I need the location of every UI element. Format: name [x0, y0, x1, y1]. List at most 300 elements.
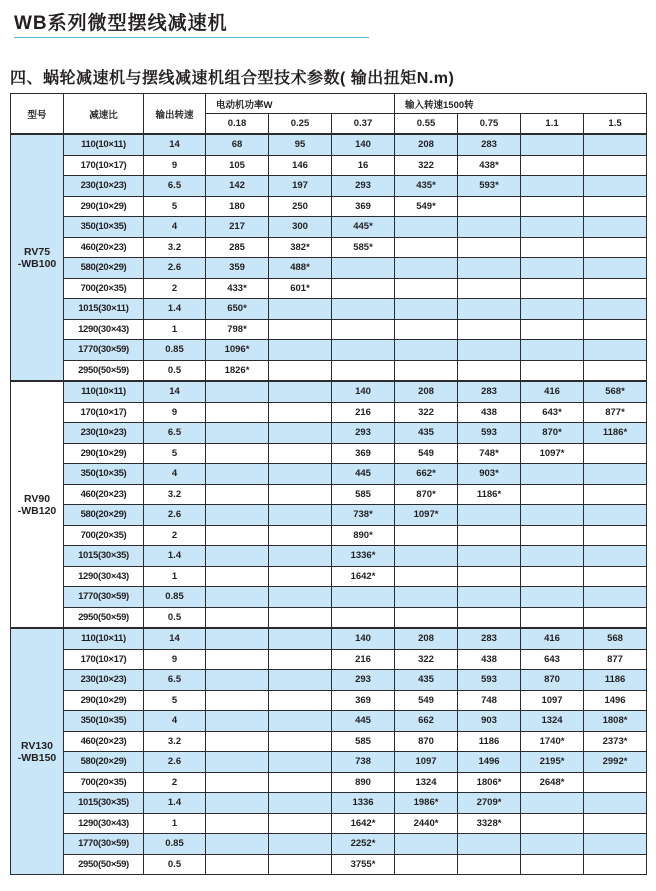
torque-cell: [521, 484, 584, 505]
torque-cell: [206, 423, 269, 444]
model-name-line2: -WB100: [17, 257, 57, 270]
ratio-cell: 1015(30×35): [64, 793, 144, 814]
torque-cell: [458, 278, 521, 299]
torque-cell: 1324: [521, 711, 584, 732]
torque-cell: [395, 237, 458, 258]
torque-cell: [458, 217, 521, 238]
torque-cell: 416: [521, 628, 584, 649]
torque-cell: [269, 402, 332, 423]
torque-cell: [269, 423, 332, 444]
torque-cell: 208: [395, 628, 458, 649]
torque-cell: [458, 360, 521, 381]
torque-cell: [584, 443, 647, 464]
torque-cell: [584, 607, 647, 628]
output-speed-cell: 5: [144, 690, 206, 711]
torque-cell: 1096*: [206, 340, 269, 361]
table-row: [11, 443, 647, 464]
torque-cell: [584, 360, 647, 381]
torque-cell: [521, 793, 584, 814]
torque-cell: [206, 525, 269, 546]
section-title: 四、蜗轮减速机与摆线减速机组合型技术参数( 输出扭矩N.m): [10, 70, 455, 87]
output-speed-cell: 2.6: [144, 505, 206, 526]
torque-cell: 95: [269, 134, 332, 155]
torque-cell: 2440*: [395, 813, 458, 834]
torque-cell: [458, 525, 521, 546]
ratio-cell: 580(20×29): [64, 505, 144, 526]
torque-cell: [269, 731, 332, 752]
output-speed-cell: 1.4: [144, 546, 206, 567]
torque-cell: 140: [332, 134, 395, 155]
torque-cell: [458, 319, 521, 340]
torque-cell: 435*: [395, 176, 458, 197]
ratio-cell: 170(10×17): [64, 155, 144, 176]
torque-cell: 197: [269, 176, 332, 197]
torque-cell: 593: [458, 670, 521, 691]
torque-cell: 208: [395, 134, 458, 155]
table-row: [11, 772, 647, 793]
torque-cell: [584, 319, 647, 340]
torque-cell: 890: [332, 772, 395, 793]
torque-cell: 283: [458, 134, 521, 155]
torque-cell: [521, 155, 584, 176]
table-row: [11, 340, 647, 361]
ratio-cell: 2950(50×59): [64, 607, 144, 628]
torque-cell: 322: [395, 155, 458, 176]
model-name-line1: RV90: [23, 492, 51, 505]
torque-cell: [332, 587, 395, 608]
torque-cell: [269, 813, 332, 834]
torque-cell: 662: [395, 711, 458, 732]
output-speed-cell: 5: [144, 196, 206, 217]
table-row: [11, 731, 647, 752]
torque-cell: 798*: [206, 319, 269, 340]
torque-cell: 643: [521, 649, 584, 670]
torque-cell: [584, 299, 647, 320]
torque-cell: 1826*: [206, 360, 269, 381]
output-speed-cell: 14: [144, 381, 206, 402]
output-speed-cell: 2.6: [144, 258, 206, 279]
torque-cell: [269, 854, 332, 875]
torque-cell: 445*: [332, 217, 395, 238]
torque-cell: [206, 505, 269, 526]
torque-cell: [395, 217, 458, 238]
torque-cell: [206, 381, 269, 402]
torque-cell: 870*: [521, 423, 584, 444]
torque-cell: 568: [584, 628, 647, 649]
torque-cell: 1186: [458, 731, 521, 752]
torque-cell: [332, 607, 395, 628]
torque-cell: 877*: [584, 402, 647, 423]
torque-cell: 369: [332, 196, 395, 217]
torque-cell: 438*: [458, 155, 521, 176]
torque-cell: [269, 772, 332, 793]
torque-cell: 435: [395, 423, 458, 444]
table-row: [11, 484, 647, 505]
table-row: [11, 711, 647, 732]
ratio-cell: 170(10×17): [64, 402, 144, 423]
output-speed-cell: 4: [144, 464, 206, 485]
output-speed-cell: 1.4: [144, 299, 206, 320]
torque-cell: 216: [332, 649, 395, 670]
torque-cell: 438: [458, 402, 521, 423]
header-motor-power: 电动机功率W: [206, 94, 395, 114]
table-row: [11, 237, 647, 258]
torque-cell: [458, 258, 521, 279]
torque-cell: [395, 525, 458, 546]
torque-cell: 293: [332, 176, 395, 197]
ratio-cell: 290(10×29): [64, 690, 144, 711]
torque-cell: [584, 772, 647, 793]
torque-cell: [584, 566, 647, 587]
model-name-line1: RV75: [23, 245, 51, 258]
torque-cell: [269, 360, 332, 381]
torque-cell: [521, 299, 584, 320]
torque-cell: [332, 258, 395, 279]
table-row: [11, 813, 647, 834]
torque-cell: [269, 464, 332, 485]
table-row: [11, 176, 647, 197]
table-row: [11, 505, 647, 526]
torque-cell: 300: [269, 217, 332, 238]
torque-cell: [395, 360, 458, 381]
torque-cell: 662*: [395, 464, 458, 485]
output-speed-cell: 1: [144, 566, 206, 587]
ratio-cell: 230(10×23): [64, 423, 144, 444]
torque-cell: [521, 834, 584, 855]
torque-cell: [206, 443, 269, 464]
torque-cell: 549*: [395, 196, 458, 217]
model-group-rv90: [11, 381, 647, 628]
ratio-cell: 1770(30×59): [64, 834, 144, 855]
output-speed-cell: 0.5: [144, 607, 206, 628]
torque-cell: 369: [332, 690, 395, 711]
torque-cell: [332, 319, 395, 340]
table-row: [11, 360, 647, 381]
torque-cell: [269, 546, 332, 567]
output-speed-cell: 1.4: [144, 793, 206, 814]
torque-cell: [584, 854, 647, 875]
table-row: [11, 423, 647, 444]
output-speed-cell: 4: [144, 711, 206, 732]
torque-cell: 217: [206, 217, 269, 238]
torque-cell: [584, 834, 647, 855]
torque-cell: [269, 340, 332, 361]
torque-cell: [521, 587, 584, 608]
table-row: [11, 752, 647, 773]
output-speed-cell: 9: [144, 402, 206, 423]
torque-cell: [521, 217, 584, 238]
header-output-speed: 输出转速: [144, 94, 206, 135]
torque-cell: [269, 381, 332, 402]
torque-cell: [269, 587, 332, 608]
ratio-cell: 700(20×35): [64, 772, 144, 793]
torque-cell: [584, 546, 647, 567]
torque-cell: 1324: [395, 772, 458, 793]
torque-cell: 3755*: [332, 854, 395, 875]
ratio-cell: 110(10×11): [64, 381, 144, 402]
model-cell: [11, 381, 64, 628]
torque-cell: [395, 319, 458, 340]
table-row: [11, 670, 647, 691]
ratio-cell: 110(10×11): [64, 628, 144, 649]
header-row-1: [11, 94, 647, 114]
torque-cell: [206, 402, 269, 423]
output-speed-cell: 3.2: [144, 237, 206, 258]
torque-cell: 1808*: [584, 711, 647, 732]
torque-cell: 1097: [521, 690, 584, 711]
torque-cell: [206, 854, 269, 875]
output-speed-cell: 0.85: [144, 587, 206, 608]
torque-cell: 140: [332, 628, 395, 649]
torque-cell: 568*: [584, 381, 647, 402]
torque-cell: [395, 258, 458, 279]
table-row: [11, 258, 647, 279]
title-divider: [14, 37, 369, 38]
torque-cell: [521, 237, 584, 258]
torque-cell: [206, 834, 269, 855]
torque-cell: 293: [332, 423, 395, 444]
torque-cell: [584, 196, 647, 217]
torque-cell: [458, 587, 521, 608]
torque-cell: [584, 793, 647, 814]
ratio-cell: 700(20×35): [64, 525, 144, 546]
torque-cell: 549: [395, 690, 458, 711]
torque-cell: [458, 299, 521, 320]
table-row: [11, 134, 647, 155]
torque-cell: 1806*: [458, 772, 521, 793]
header-power: 0.37: [332, 114, 395, 135]
torque-cell: [206, 813, 269, 834]
header-power: 1.1: [521, 114, 584, 135]
torque-cell: [521, 505, 584, 526]
torque-cell: [395, 299, 458, 320]
table-row: [11, 566, 647, 587]
ratio-cell: 350(10×35): [64, 217, 144, 238]
torque-cell: [269, 443, 332, 464]
table-row: [11, 196, 647, 217]
torque-cell: [584, 525, 647, 546]
torque-cell: [206, 711, 269, 732]
torque-cell: 1336*: [332, 546, 395, 567]
ratio-cell: 460(20×23): [64, 731, 144, 752]
torque-cell: [584, 505, 647, 526]
torque-cell: [269, 711, 332, 732]
torque-cell: [521, 464, 584, 485]
torque-cell: [458, 196, 521, 217]
torque-cell: 369: [332, 443, 395, 464]
torque-cell: [206, 587, 269, 608]
ratio-cell: 580(20×29): [64, 752, 144, 773]
torque-cell: 870*: [395, 484, 458, 505]
torque-cell: 2373*: [584, 731, 647, 752]
torque-cell: [521, 196, 584, 217]
output-speed-cell: 2.6: [144, 752, 206, 773]
torque-cell: 1642*: [332, 813, 395, 834]
table-row: [11, 834, 647, 855]
torque-cell: 1642*: [332, 566, 395, 587]
model-name-line1: RV130: [21, 739, 53, 752]
ratio-cell: 460(20×23): [64, 484, 144, 505]
torque-cell: 359: [206, 258, 269, 279]
torque-cell: 285: [206, 237, 269, 258]
header-power: 0.25: [269, 114, 332, 135]
table-row: [11, 278, 647, 299]
torque-cell: 1097*: [521, 443, 584, 464]
torque-cell: 748*: [458, 443, 521, 464]
torque-cell: [521, 134, 584, 155]
torque-cell: 146: [269, 155, 332, 176]
torque-cell: 593*: [458, 176, 521, 197]
model-cell: [11, 134, 64, 381]
table-row: [11, 546, 647, 567]
torque-cell: 2195*: [521, 752, 584, 773]
torque-cell: [458, 834, 521, 855]
torque-cell: [206, 484, 269, 505]
torque-cell: [395, 854, 458, 875]
torque-cell: 105: [206, 155, 269, 176]
torque-cell: 643*: [521, 402, 584, 423]
torque-cell: 870: [521, 670, 584, 691]
torque-cell: 2709*: [458, 793, 521, 814]
torque-cell: 283: [458, 628, 521, 649]
output-speed-cell: 2: [144, 772, 206, 793]
torque-cell: 216: [332, 402, 395, 423]
ratio-cell: 2950(50×59): [64, 854, 144, 875]
torque-cell: 1336: [332, 793, 395, 814]
output-speed-cell: 5: [144, 443, 206, 464]
ratio-cell: 1290(30×43): [64, 813, 144, 834]
ratio-cell: 2950(50×59): [64, 360, 144, 381]
torque-cell: 601*: [269, 278, 332, 299]
torque-cell: [269, 566, 332, 587]
torque-cell: [521, 607, 584, 628]
torque-cell: [269, 752, 332, 773]
torque-cell: [395, 607, 458, 628]
torque-cell: [395, 340, 458, 361]
output-speed-cell: 0.5: [144, 854, 206, 875]
torque-cell: 142: [206, 176, 269, 197]
torque-cell: 208: [395, 381, 458, 402]
torque-cell: [521, 176, 584, 197]
output-speed-cell: 14: [144, 134, 206, 155]
torque-cell: 445: [332, 711, 395, 732]
torque-cell: [584, 258, 647, 279]
output-speed-cell: 6.5: [144, 176, 206, 197]
table-row: [11, 587, 647, 608]
model-cell: [11, 628, 64, 875]
torque-cell: [584, 134, 647, 155]
torque-cell: 416: [521, 381, 584, 402]
torque-cell: [458, 505, 521, 526]
torque-cell: 382*: [269, 237, 332, 258]
torque-cell: [395, 834, 458, 855]
torque-cell: [206, 607, 269, 628]
torque-cell: 180: [206, 196, 269, 217]
torque-cell: [206, 546, 269, 567]
table-row: [11, 319, 647, 340]
torque-cell: 1740*: [521, 731, 584, 752]
torque-cell: [332, 360, 395, 381]
torque-cell: [584, 464, 647, 485]
torque-cell: [395, 546, 458, 567]
output-speed-cell: 0.85: [144, 340, 206, 361]
torque-cell: [584, 237, 647, 258]
ratio-cell: 350(10×35): [64, 464, 144, 485]
torque-cell: 283: [458, 381, 521, 402]
torque-cell: [521, 546, 584, 567]
output-speed-cell: 2: [144, 278, 206, 299]
torque-cell: 322: [395, 649, 458, 670]
ratio-cell: 1290(30×43): [64, 319, 144, 340]
table-row: [11, 854, 647, 875]
torque-cell: [521, 340, 584, 361]
torque-cell: [584, 587, 647, 608]
torque-cell: [206, 690, 269, 711]
torque-cell: [458, 607, 521, 628]
table-row: [11, 381, 647, 402]
torque-cell: 2252*: [332, 834, 395, 855]
ratio-cell: 170(10×17): [64, 649, 144, 670]
torque-cell: [584, 340, 647, 361]
torque-cell: [521, 813, 584, 834]
torque-cell: 2992*: [584, 752, 647, 773]
table-row: [11, 607, 647, 628]
table-row: [11, 464, 647, 485]
ratio-cell: 350(10×35): [64, 711, 144, 732]
torque-cell: [269, 607, 332, 628]
torque-cell: 903*: [458, 464, 521, 485]
torque-cell: [584, 155, 647, 176]
torque-cell: 68: [206, 134, 269, 155]
torque-cell: 870: [395, 731, 458, 752]
torque-cell: [521, 854, 584, 875]
torque-cell: 140: [332, 381, 395, 402]
torque-cell: 445: [332, 464, 395, 485]
table-row: [11, 628, 647, 649]
torque-cell: 16: [332, 155, 395, 176]
torque-cell: [269, 525, 332, 546]
torque-cell: 585*: [332, 237, 395, 258]
torque-cell: 585: [332, 731, 395, 752]
ratio-cell: 290(10×29): [64, 443, 144, 464]
torque-cell: [395, 587, 458, 608]
torque-cell: 433*: [206, 278, 269, 299]
torque-cell: 488*: [269, 258, 332, 279]
torque-cell: [206, 566, 269, 587]
ratio-cell: 230(10×23): [64, 670, 144, 691]
torque-cell: 903: [458, 711, 521, 732]
output-speed-cell: 4: [144, 217, 206, 238]
torque-cell: [395, 566, 458, 587]
torque-cell: 1097*: [395, 505, 458, 526]
torque-cell: 3328*: [458, 813, 521, 834]
torque-cell: [584, 176, 647, 197]
ratio-cell: 290(10×29): [64, 196, 144, 217]
ratio-cell: 700(20×35): [64, 278, 144, 299]
header-power: 1.5: [584, 114, 647, 135]
torque-cell: 1496: [584, 690, 647, 711]
torque-cell: [521, 525, 584, 546]
torque-cell: 250: [269, 196, 332, 217]
output-speed-cell: 3.2: [144, 731, 206, 752]
table-row: [11, 793, 647, 814]
torque-cell: [206, 628, 269, 649]
output-speed-cell: 3.2: [144, 484, 206, 505]
torque-cell: [458, 237, 521, 258]
header-power: 0.75: [458, 114, 521, 135]
torque-cell: [269, 628, 332, 649]
torque-cell: 738*: [332, 505, 395, 526]
